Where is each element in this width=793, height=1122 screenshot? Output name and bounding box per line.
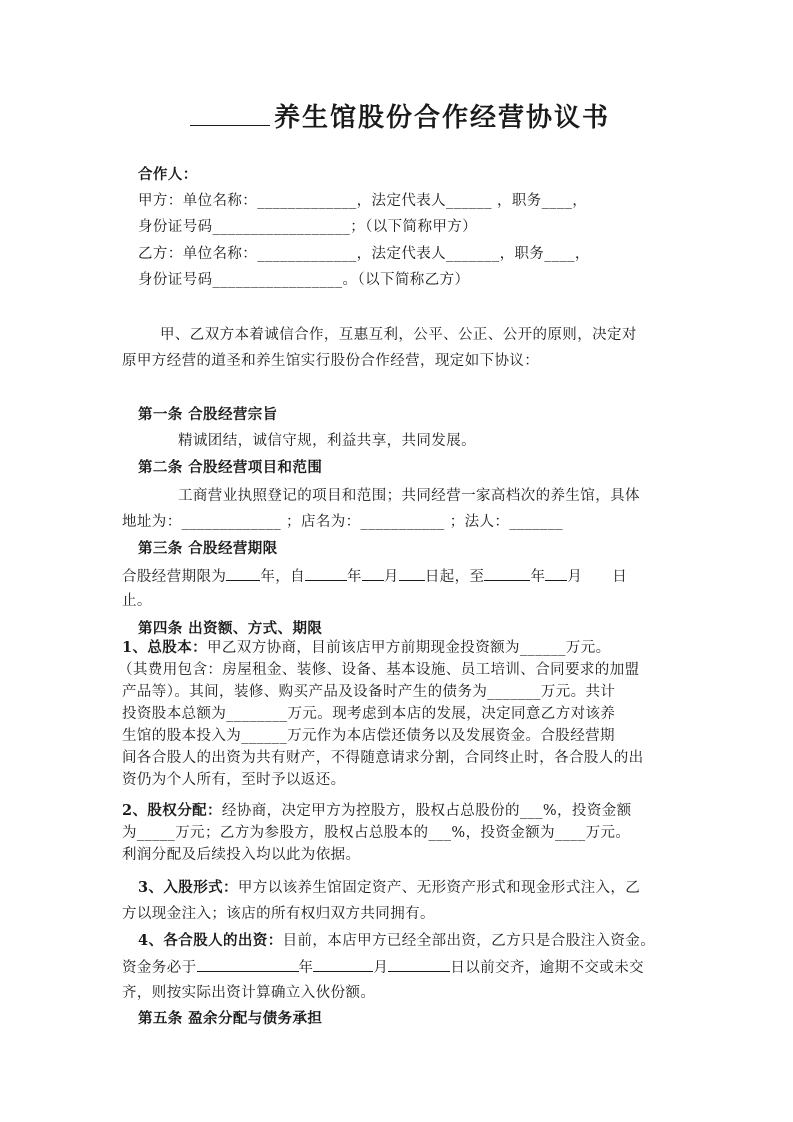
article-2-line1: 工商营业执照登记的项目和范围；共同经营一家高档次的养生馆，具体 bbox=[178, 488, 640, 504]
p4-text: 目前，本店甲方已经全部出资，乙方只是合股注入资金。 bbox=[282, 933, 656, 949]
deadline-text-b: 年 bbox=[298, 960, 314, 976]
article-4-p1-line1 bbox=[122, 638, 611, 658]
article-4-p1-line3: 产品等）。其间，装修、购买产品及设备时产生的债务为_______万元。共计 bbox=[122, 684, 616, 700]
article-1-text: 精诚团结，诚信守规，利益共享，共同发展。 bbox=[178, 433, 476, 449]
p3-text: 甲方以该养生馆固定资产、无形资产形式和现金形式注入，乙 bbox=[237, 880, 641, 896]
article-4-p4-line1 bbox=[138, 931, 655, 951]
term-text-d: 月 bbox=[383, 569, 399, 585]
article-2-line2: 地址为：_____________ ；店名为：___________ ；法人：_______ bbox=[122, 514, 563, 530]
article-1-heading: 第一条 合股经营宗旨 bbox=[138, 406, 278, 423]
p2-text: 经协商，决定甲方为控股方，股权占总股份的___%，投资金额 bbox=[221, 803, 632, 819]
title-text: 养生馆股份合作经营协议书 bbox=[274, 103, 611, 133]
article-4-p2-line1 bbox=[122, 801, 632, 821]
article-4-p1-line2: （其费用包含：房屋租金、装修、设备、基本设施、员工培训、合同要求的加盟 bbox=[118, 662, 640, 678]
start-month-blank bbox=[362, 566, 384, 581]
term-text-f: 年 bbox=[530, 569, 546, 585]
deadline-text-d: 日以前交齐，逾期不交或未交 bbox=[450, 960, 645, 976]
article-4-heading: 第四条 出资额、方式、期限 bbox=[138, 620, 323, 637]
article-4-p3-line1 bbox=[138, 878, 640, 898]
article-4-p1-line6: 间各合股人的出资为共有财产，不得随意请求分割，合同终止时，各合股人的出 bbox=[122, 750, 644, 766]
term-text-e: 日起，至 bbox=[424, 569, 485, 585]
article-4-p1-line4: 投资股本总额为________万元。现考虑到本店的发展，决定同意乙方对该养 bbox=[122, 706, 616, 722]
party-b-line1: 乙方：单位名称：_____________，法定代表人_______，职务____， bbox=[138, 246, 590, 262]
article-4-p2-line2: 为_____万元；乙方为参股方，股权占总股本的___%，投资金额为____万元。 bbox=[122, 825, 631, 841]
start-day-blank bbox=[399, 566, 425, 581]
article-3-line2: 止。 bbox=[122, 593, 152, 609]
deadline-year-blank bbox=[197, 957, 299, 972]
term-years-blank bbox=[226, 566, 260, 581]
p3-label: 3、入股形式： bbox=[138, 879, 238, 896]
p2-label: 2、股权分配： bbox=[122, 802, 222, 819]
parties-heading: 合作人： bbox=[138, 166, 198, 183]
end-year-blank bbox=[484, 566, 530, 581]
article-5-heading: 第五条 盈余分配与债务承担 bbox=[138, 1010, 323, 1027]
article-4-p2-line3: 利润分配及后续投入均以此为依据。 bbox=[122, 847, 361, 863]
article-2-heading: 第二条 合股经营项目和范围 bbox=[138, 459, 323, 476]
article-4-p4-line3: 齐，则按实际出资计算确立入伙份额。 bbox=[122, 985, 376, 1001]
start-year-blank bbox=[305, 566, 347, 581]
term-text-g: 月 bbox=[567, 569, 583, 585]
deadline-month-blank bbox=[313, 957, 373, 972]
p1-text: 甲乙双方协商，目前该店甲方前期现金投资额为______万元。 bbox=[207, 640, 611, 656]
term-text-a: 合股经营期限为 bbox=[122, 569, 227, 585]
deadline-text-a: 资金务必于 bbox=[122, 960, 197, 976]
article-4-p1-line5: 生馆的股本投入为______万元作为本店偿还债务以及发展资金。合股经营期 bbox=[122, 728, 615, 744]
intro-line2: 原甲方经营的道圣和养生馆实行股份合作经营，现定如下协议： bbox=[122, 353, 540, 369]
article-3-line1 bbox=[122, 566, 627, 587]
p1-label: 1、总股本： bbox=[122, 639, 207, 656]
term-text-c: 年 bbox=[347, 569, 362, 585]
end-month-blank bbox=[545, 566, 567, 581]
term-text-b: 年，自 bbox=[260, 569, 306, 585]
deadline-text-c: 月 bbox=[373, 960, 389, 976]
party-b-line2: 身份证号码_________________。（以下简称乙方） bbox=[138, 272, 470, 288]
article-4-p1-line7: 资仍为个人所有，至时予以返还。 bbox=[122, 772, 346, 788]
deadline-day-blank bbox=[388, 957, 450, 972]
term-text-h: 日 bbox=[612, 569, 628, 585]
title-blank bbox=[190, 103, 270, 126]
p4-label: 4、各合股人的出资： bbox=[138, 932, 283, 949]
article-4-p4-line2 bbox=[122, 957, 644, 978]
party-a-line1: 甲方：单位名称：_____________，法定代表人______ ，职务____， bbox=[138, 193, 588, 209]
party-a-line2: 身份证号码__________________；（以下简称甲方） bbox=[138, 219, 478, 235]
article-3-heading: 第三条 合股经营期限 bbox=[138, 540, 278, 557]
intro-line1: 甲、乙双方本着诚信合作，互惠互利，公平、公正、公开的原则，决定对 bbox=[160, 327, 637, 343]
article-4-p3-line2: 方以现金注入；该店的所有权归双方共同拥有。 bbox=[122, 906, 435, 922]
page-title bbox=[190, 100, 610, 136]
